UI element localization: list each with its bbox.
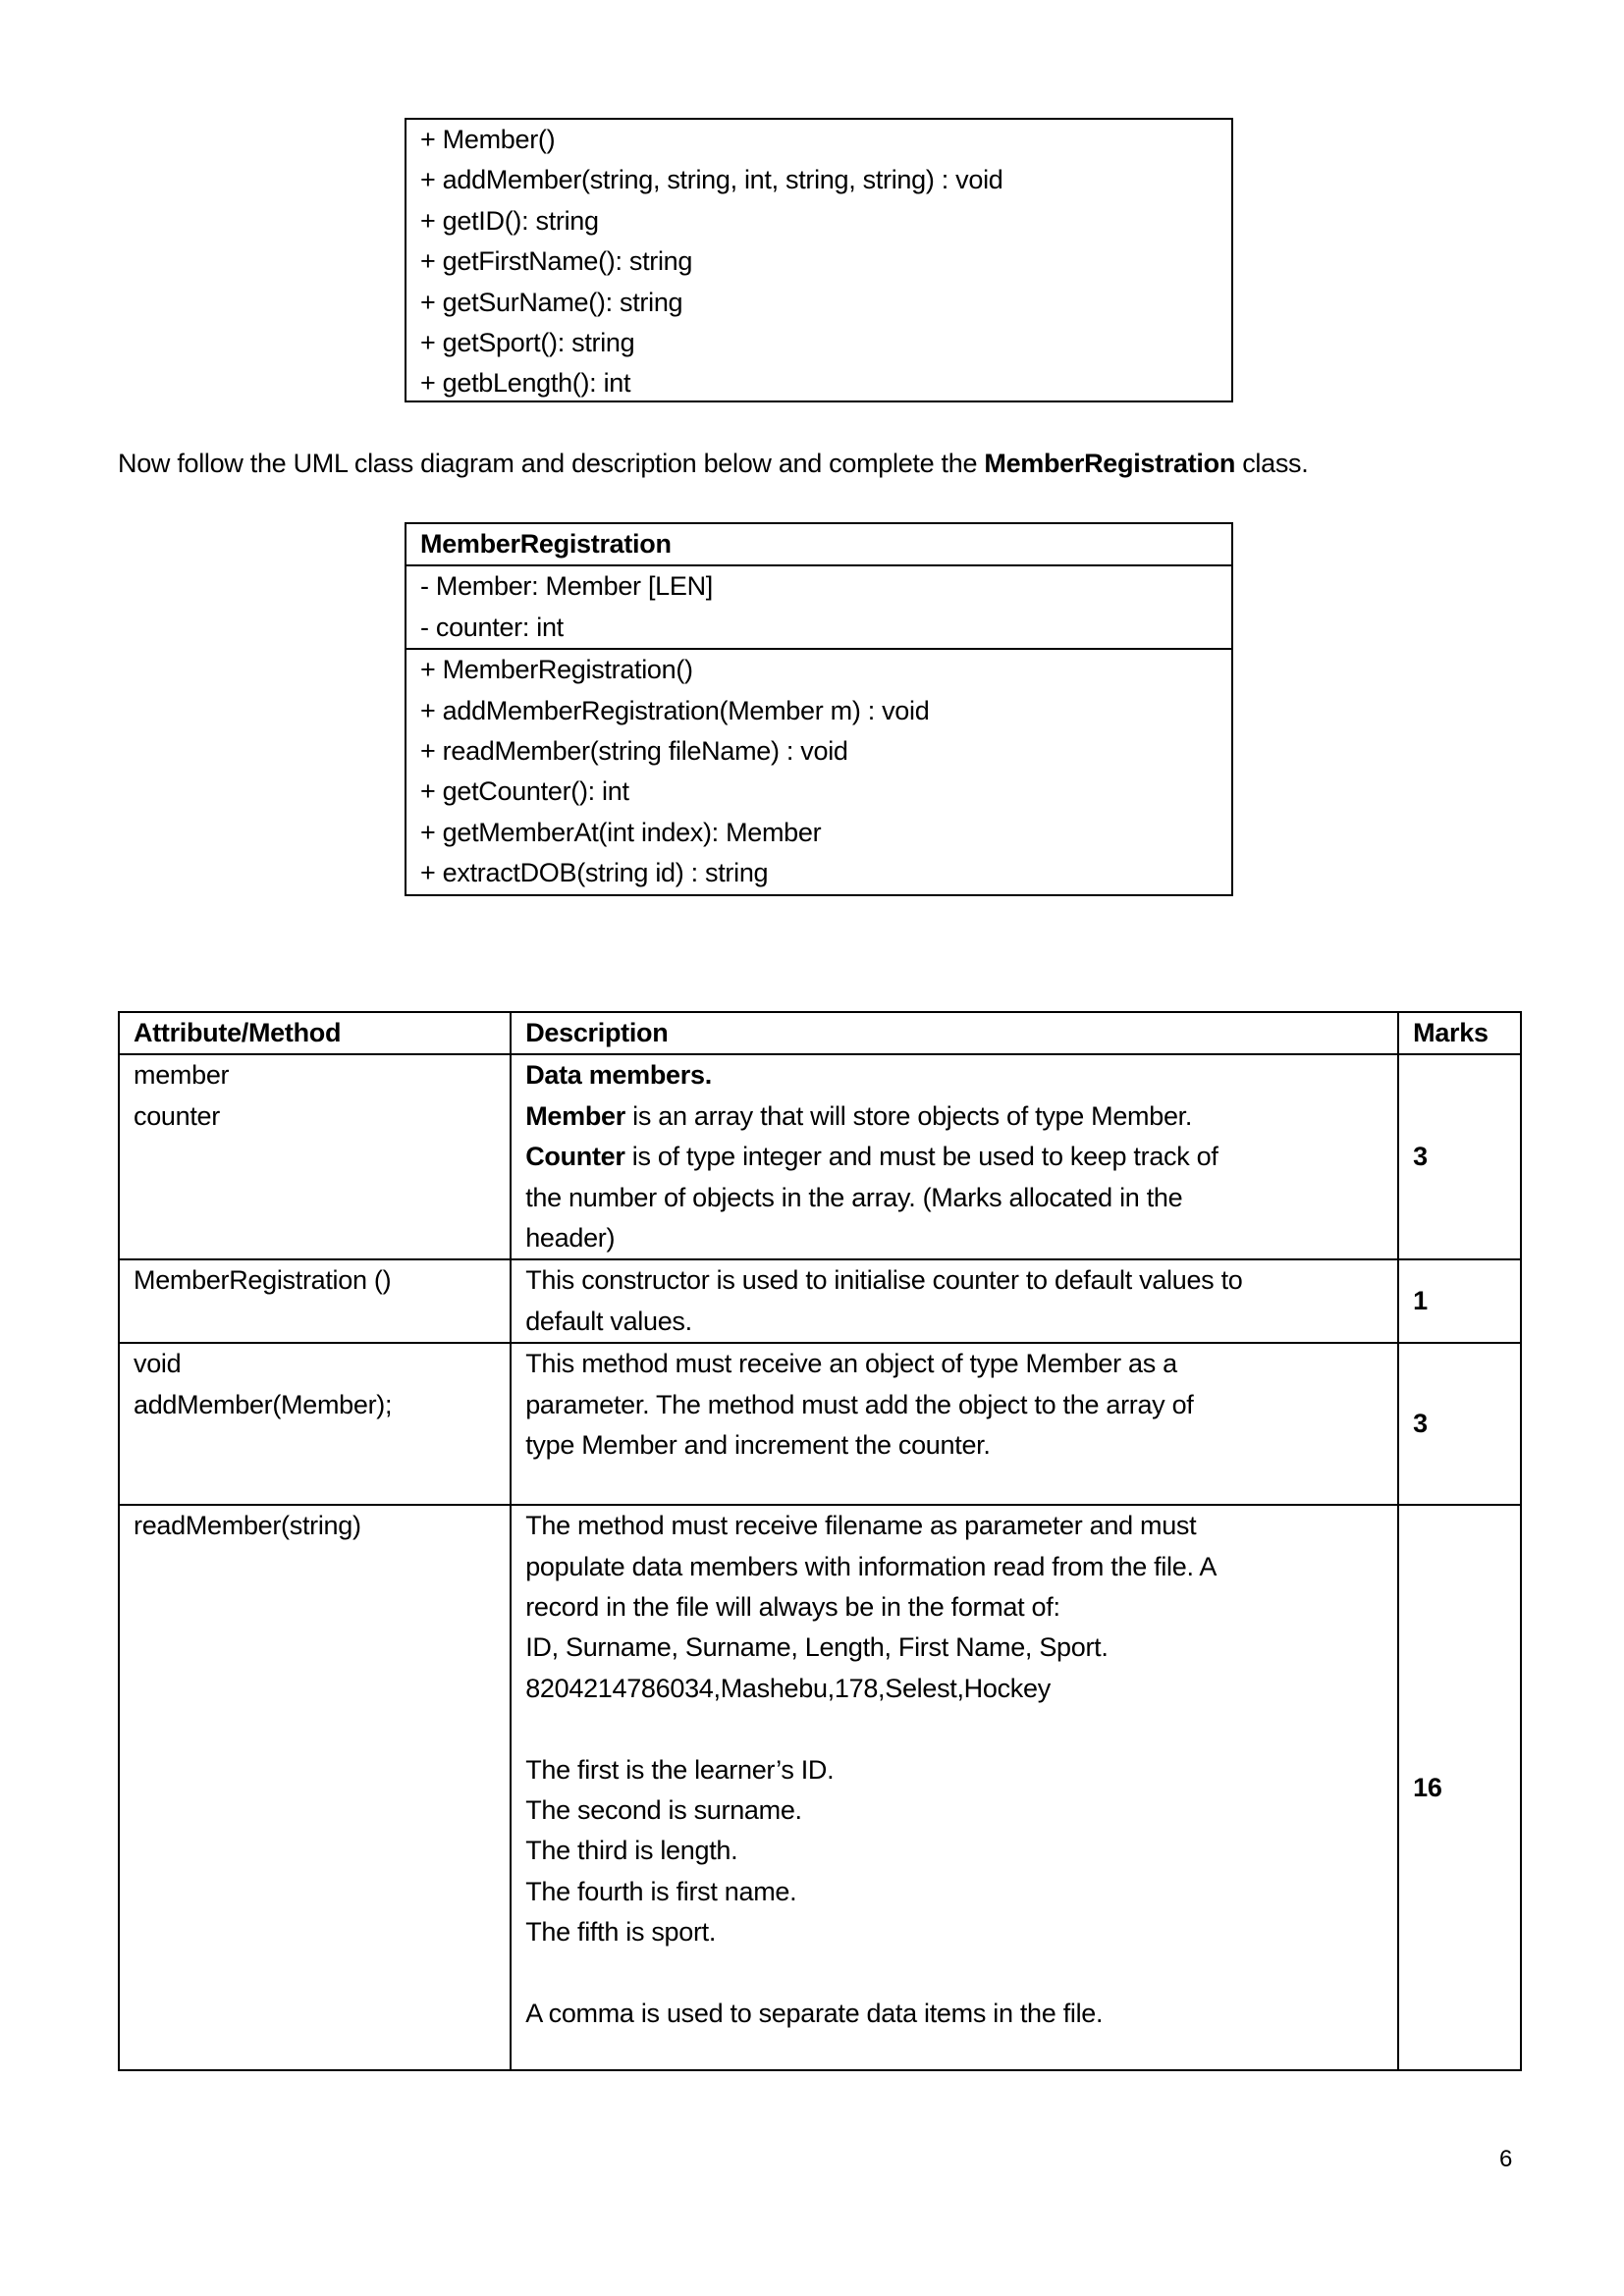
attribute-cell — [119, 1259, 511, 1343]
uml-attributes — [406, 564, 1231, 648]
marks-cell: 3 — [1398, 1054, 1521, 1259]
instruction-before: Now follow the UML class diagram and description below and complete the — [118, 449, 985, 478]
description-cell — [511, 1259, 1398, 1343]
page-number: 6 — [1499, 2146, 1513, 2172]
attribute-cell — [119, 1343, 511, 1505]
member-registration-uml — [405, 522, 1233, 896]
desc-line: This constructor is used to initialise counter to default values to — [525, 1265, 1243, 1296]
desc-line: The second is surname. — [525, 1795, 802, 1826]
method-line: + getSurName(): string — [420, 287, 683, 317]
attribute-cell — [119, 1505, 511, 2070]
attribute-cell — [119, 1054, 511, 1259]
requirements-table — [118, 1011, 1522, 2071]
desc-line: populate data members with information read from the file. A — [525, 1551, 1218, 1581]
header-marks: Marks — [1398, 1012, 1521, 1054]
table-row — [119, 1259, 1521, 1343]
table-row — [119, 1505, 1521, 2070]
method-line: + readMember(string fileName) : void — [420, 736, 848, 767]
desc-line: 8204214786034,Mashebu,178,Selest,Hockey — [525, 1673, 1051, 1703]
desc-line: parameter. The method must add the object to the array of — [525, 1389, 1194, 1419]
instruction-class-name: MemberRegistration — [984, 449, 1236, 478]
member-methods-section — [406, 120, 1231, 404]
desc-line: A comma is used to separate data items in the file. — [525, 1999, 1104, 2029]
attribute-line: - Member: Member [LEN] — [420, 571, 713, 602]
desc-bold: Member — [525, 1100, 625, 1131]
uml-methods — [406, 648, 1231, 893]
desc-line: The method must receive filename as parameter and must — [525, 1511, 1197, 1541]
desc-line: record in the file will always be in the format of: — [525, 1592, 1060, 1623]
desc-line: This method must receive an object of type Member as a — [525, 1349, 1177, 1379]
table-header-row — [119, 1012, 1521, 1054]
method-line: + getCounter(): int — [420, 776, 629, 807]
attr-line: MemberRegistration () — [134, 1265, 392, 1296]
desc-line: the number of objects in the array. (Marks allocated in the — [525, 1182, 1183, 1212]
method-line: + getMemberAt(int index): Member — [420, 817, 822, 847]
desc-text: is of type integer and must be used to keep track of — [624, 1142, 1218, 1172]
attr-line: addMember(Member); — [134, 1389, 393, 1419]
desc-line — [525, 1137, 1383, 1177]
method-line: + Member() — [420, 125, 556, 154]
desc-line: The fifth is sport. — [525, 1917, 717, 1948]
desc-title: Data members. — [525, 1060, 712, 1091]
attr-line: void — [134, 1349, 182, 1379]
description-cell — [511, 1054, 1398, 1259]
header-description: Description — [511, 1012, 1398, 1054]
desc-line: header) — [525, 1223, 616, 1254]
table-row — [119, 1054, 1521, 1259]
attr-line: counter — [134, 1100, 220, 1131]
desc-text: is an array that will store objects of type Member. — [624, 1100, 1193, 1131]
desc-line: default values. — [525, 1306, 692, 1336]
method-line: + getFirstName(): string — [420, 246, 693, 277]
attribute-line: - counter: int — [420, 612, 564, 642]
method-line: + addMember(string, string, int, string, string) : void — [420, 165, 1003, 195]
method-line: + MemberRegistration() — [420, 655, 693, 685]
uml-class-name: MemberRegistration — [420, 529, 672, 559]
header-attribute: Attribute/Method — [119, 1012, 511, 1054]
desc-line: ID, Surname, Surname, Length, First Name, Sport. — [525, 1632, 1109, 1663]
instruction-after: class. — [1235, 449, 1309, 478]
method-line: + addMemberRegistration(Member m) : void — [420, 695, 930, 725]
member-class-methods-box — [405, 118, 1233, 402]
marks-cell: 1 — [1398, 1259, 1521, 1343]
marks-cell: 16 — [1398, 1505, 1521, 2070]
attr-line: readMember(string) — [134, 1511, 361, 1541]
desc-line: The first is the learner’s ID. — [525, 1754, 835, 1785]
marks-cell: 3 — [1398, 1343, 1521, 1505]
attr-line: member — [134, 1060, 230, 1091]
description-cell — [511, 1343, 1398, 1505]
method-line: + getbLength(): int — [420, 368, 631, 399]
method-line: + getSport(): string — [420, 328, 635, 358]
desc-bold: Counter — [525, 1142, 625, 1172]
description-cell — [511, 1505, 1398, 2070]
desc-line: type Member and increment the counter. — [525, 1430, 991, 1461]
method-line: + getID(): string — [420, 205, 599, 236]
desc-line — [525, 1096, 1383, 1137]
method-line: + extractDOB(string id) : string — [420, 858, 769, 888]
instruction-text — [118, 444, 1308, 484]
table-row — [119, 1343, 1521, 1505]
desc-line: The fourth is first name. — [525, 1876, 797, 1906]
desc-line: The third is length. — [525, 1836, 738, 1866]
